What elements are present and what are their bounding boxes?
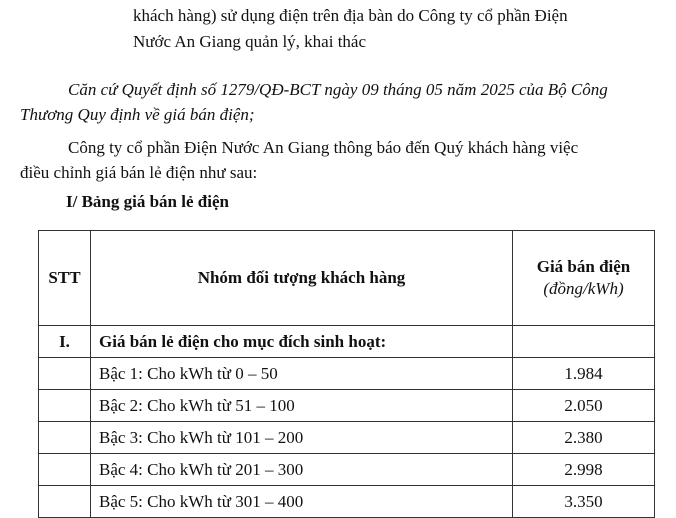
- notice-line-1: Công ty cổ phần Điện Nước An Giang thông báo đến Quý khách hàng việc: [68, 138, 579, 157]
- row-stt-empty: [39, 390, 91, 422]
- header-customer-group: Nhóm đối tượng khách hàng: [91, 231, 513, 326]
- section-heading: I/ Bảng giá bán lẻ điện: [66, 192, 229, 211]
- row-price: 2.998: [513, 454, 655, 486]
- row-label: Bậc 5: Cho kWh từ 301 – 400: [91, 486, 513, 518]
- price-table: [38, 230, 655, 518]
- row-stt-empty: [39, 422, 91, 454]
- header-stt: STT: [39, 231, 91, 326]
- row-stt-empty: [39, 486, 91, 518]
- section-price-empty: [513, 326, 655, 358]
- table-row: [39, 422, 655, 454]
- intro-line-2: Nước An Giang quản lý, khai thác: [133, 32, 367, 51]
- table-row: [39, 454, 655, 486]
- header-price-label: Giá bán điện: [536, 257, 631, 276]
- header-price: [513, 231, 655, 326]
- notice-line-2: điều chỉnh giá bán lẻ điện như sau:: [20, 163, 258, 182]
- section-label: Giá bán lẻ điện cho mục đích sinh hoạt:: [91, 326, 513, 358]
- row-label: Bậc 3: Cho kWh từ 101 – 200: [91, 422, 513, 454]
- table-header-row: [39, 231, 655, 326]
- intro-line-1: khách hàng) sử dụng điện trên địa bàn do Công ty cổ phần Điện: [133, 6, 568, 25]
- table-section-row: [39, 326, 655, 358]
- section-stt: I.: [39, 326, 91, 358]
- row-price: 2.050: [513, 390, 655, 422]
- row-price: 3.350: [513, 486, 655, 518]
- table-row: [39, 486, 655, 518]
- table-row: [39, 390, 655, 422]
- row-label: Bậc 1: Cho kWh từ 0 – 50: [91, 358, 513, 390]
- table-row: [39, 358, 655, 390]
- row-label: Bậc 4: Cho kWh từ 201 – 300: [91, 454, 513, 486]
- row-price: 1.984: [513, 358, 655, 390]
- row-label: Bậc 2: Cho kWh từ 51 – 100: [91, 390, 513, 422]
- legal-basis-line-1: Căn cứ Quyết định số 1279/QĐ-BCT ngày 09 tháng 05 năm 2025 của Bộ Công: [68, 80, 608, 99]
- row-stt-empty: [39, 454, 91, 486]
- legal-basis-line-2: Thương Quy định về giá bán điện;: [20, 105, 255, 124]
- row-price: 2.380: [513, 422, 655, 454]
- header-price-unit: (đồng/kWh): [543, 279, 624, 298]
- row-stt-empty: [39, 358, 91, 390]
